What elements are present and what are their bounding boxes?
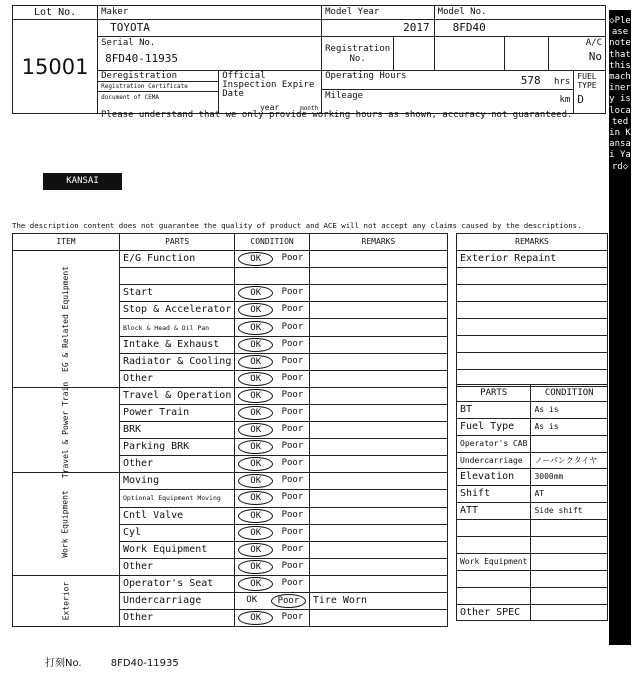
condition-cell [235,507,309,524]
remark-cell [309,575,447,592]
location-badge: KANSAI [43,173,122,190]
condition-cell [235,422,309,439]
remark-cell [309,422,447,439]
part-name: Radiator & Cooling [119,353,234,370]
hours-cell [322,71,574,114]
maker-label: Maker [101,7,129,17]
spec-value: As is [531,418,608,435]
remark-cell [309,353,447,370]
spec-value [531,553,608,570]
ok-option: OK [238,355,273,369]
remark-cell [309,507,447,524]
condition-cell [235,439,309,456]
poor-option: Poor [281,338,304,349]
km-unit: km [559,95,571,105]
part-name: Operator's Seat [119,575,234,592]
ok-option: OK [238,543,273,557]
condition-cell [235,336,309,353]
operating-hours-value: 578 [520,73,541,87]
footer-serial-value: 8FD40-11935 [110,658,179,669]
spec-value [531,604,608,621]
part-name: Optional Equipment Moving [119,490,234,507]
side-banner: ◇Please note that this machinery is located in Kansai Yard◇ [609,10,631,645]
remark-cell [309,473,447,490]
item-group [13,251,120,388]
poor-option: Poor [281,424,304,435]
spec-row [457,418,608,435]
remark-cell [309,610,447,627]
spec-row [457,486,608,503]
part-name: Cntl Valve [119,507,234,524]
condition-cell [235,610,309,627]
part-name: Parking BRK [119,439,234,456]
working-hours-note: Please understand that we only provide working hours as shown, accuracy not guaranteed. [101,110,573,120]
condition-cell [235,575,309,592]
spec-value: AT [531,486,608,503]
poor-option: Poor [281,321,304,332]
condition-cell [235,456,309,473]
year-label: year [259,103,280,112]
spec-part: Operator's CAB [457,435,531,452]
ok-option: OK [238,338,273,352]
poor-option: Poor [281,355,304,366]
part-name: Travel & Operation [119,387,234,404]
spec-part [457,520,531,537]
part-name: Other [119,370,234,387]
item-group [13,381,120,479]
serial-label: Serial No. [101,38,156,48]
spec-row [457,587,608,604]
item-group-label: Exterior [60,581,70,621]
model-no-label: Model No. [437,7,487,17]
document-cema: document of CEMA [101,94,159,101]
spec-row [457,570,608,587]
item-header: ITEM [13,234,120,251]
spec-value: As is [531,401,608,418]
ok-option: OK [238,303,273,317]
item-group [13,575,120,626]
remark-cell [309,524,447,541]
spec-row [457,537,608,554]
ok-option: OK [238,321,273,335]
part-name: Work Equipment [119,541,234,558]
ok-option: OK [238,611,273,625]
spec-part: Fuel Type [457,418,531,435]
part-name: Other [119,456,234,473]
table-row [13,387,448,404]
spec-row [457,401,608,418]
part-name: Other [119,558,234,575]
condition-cell [235,524,309,541]
remark-cell [309,370,447,387]
item-group-label: Work Equipment [60,490,70,558]
condition-cell [235,541,309,558]
ok-option: OK [238,372,273,386]
part-name: Stop & Accelerator [119,302,234,319]
ok-option: OK [238,406,273,420]
poor-option: Poor [281,560,304,571]
spec-value [531,587,608,604]
condition-cell [235,251,309,268]
remark-cell [309,302,447,319]
ok-option: OK [238,423,273,437]
remark-cell [309,336,447,353]
right-remark-line [457,319,608,336]
ok-option: OK [238,252,273,266]
footer-serial-label: 打刻No. [45,658,82,669]
fuel-type-value: D [577,93,584,106]
part-name: Start [119,285,234,302]
remark-cell [309,387,447,404]
ok-option: OK [238,286,273,300]
spec-part: Work Equipment [457,553,531,570]
right-remark-line [457,336,608,353]
spec-row [457,452,608,469]
serial-value: 8FD40-11935 [105,52,178,65]
poor-option: Poor [281,441,304,452]
condition-cell [235,285,309,302]
poor-option: Poor [281,577,304,588]
model-year-value: 2017 [322,20,435,37]
deregistration-cell [98,71,219,114]
condition-cell [235,302,309,319]
ok-option: OK [238,440,273,454]
remark-cell [309,319,447,336]
model-year-cell [322,6,435,20]
right-remark-line [457,353,608,370]
ok-option: OK [238,491,273,505]
condition-cell [235,370,309,387]
remark-cell [309,439,447,456]
poor-option: Poor [281,406,304,417]
spec-value [531,435,608,452]
poor-option: Poor [281,287,304,298]
ok-option: OK [238,389,273,403]
condition-cell [235,404,309,421]
part-name: Other [119,610,234,627]
spec-condition-header: CONDITION [531,385,608,402]
footer-serial [45,654,205,669]
right-remark-line [457,285,608,302]
poor-option: Poor [281,492,304,503]
part-name: Moving [119,473,234,490]
item-group [13,473,120,576]
table-row [13,575,448,592]
month-label: month [300,105,319,112]
ok-option: OK [238,474,273,488]
spec-row [457,553,608,570]
right-remarks-header: REMARKS [457,234,608,251]
poor-option: Poor [281,372,304,383]
condition-header: CONDITION [235,234,309,251]
item-group-label: Travel & Power Train [60,381,70,479]
poor-option: Poor [281,509,304,520]
spec-table [456,384,608,621]
poor-option: Poor [281,612,304,623]
model-no-value: 8FD40 [434,20,605,37]
poor-option: Poor [271,594,306,608]
right-remarks-table [456,233,608,387]
ok-option: OK [238,560,273,574]
remark-cell [309,251,447,268]
poor-option: Poor [281,526,304,537]
spec-part: Other SPEC [457,604,531,621]
ac-value: No [588,50,602,63]
header-table [12,5,606,114]
registration-certificate: Registration Certificate [98,82,218,92]
part-name [119,268,234,285]
disclaimer-text: The description content does not guarantee the quality of product and ACE will not accept any claims caused by the descriptions. [12,221,582,230]
item-group-label: EG & Related Equipment [60,265,70,372]
part-name: Block & Head & Oil Pan [119,319,234,336]
deregistration-label: Deregistration [98,71,218,82]
condition-cell [235,319,309,336]
poor-option: Poor [281,389,304,400]
lot-label: Lot No. [13,6,98,20]
poor-option: Poor [281,475,304,486]
inspection-cell [219,71,322,114]
part-name: Power Train [119,404,234,421]
ok-option: OK [246,595,258,606]
remarks-header: REMARKS [309,234,447,251]
poor-option: Poor [281,543,304,554]
parts-header: PARTS [119,234,234,251]
ac-cell [549,37,606,71]
right-remark-line [457,268,608,285]
part-name: Cyl [119,524,234,541]
ok-option: OK [238,577,273,591]
spec-row [457,520,608,537]
spec-part [457,570,531,587]
spec-part [457,537,531,554]
part-name: Undercarriage [119,592,234,609]
spec-parts-header: PARTS [457,385,531,402]
fuel-type-cell [574,71,606,114]
remark-cell [309,490,447,507]
poor-option: Poor [281,458,304,469]
condition-cell [235,490,309,507]
registration-box-1 [394,37,434,71]
spec-value [531,570,608,587]
spec-value: 3000mm [531,469,608,486]
condition-cell [235,387,309,404]
poor-option: Poor [281,253,304,264]
remark-cell [309,541,447,558]
lot-number: 15001 [13,20,98,114]
poor-option: Poor [281,304,304,315]
spec-row [457,469,608,486]
remark-cell [309,404,447,421]
remark-cell [309,558,447,575]
serial-cell [98,37,322,71]
part-name: BRK [119,422,234,439]
model-year-label: Model Year [325,7,380,17]
remark-cell: Tire Worn [309,592,447,609]
spec-row [457,435,608,452]
maker-cell [98,6,322,20]
maker-value: TOYOTA [98,20,322,37]
table-row [13,251,448,268]
spec-value [531,537,608,554]
remark-cell [309,456,447,473]
fuel-type-label: FUEL TYPE [577,72,597,90]
right-remark-line: Exterior Repaint [457,251,608,268]
spec-value: Side shift [531,503,608,520]
registration-label: Registration No. [322,37,394,71]
spec-part: Elevation [457,469,531,486]
spec-part [457,587,531,604]
registration-box-3 [505,37,549,71]
part-name: E/G Function [119,251,234,268]
condition-cell [235,473,309,490]
condition-cell [235,558,309,575]
hrs-unit: hrs [554,76,571,87]
spec-part: Undercarriage [457,452,531,469]
spec-value: ノーパンクタイヤ [531,452,608,469]
ac-label: A/C [585,38,602,48]
right-remark-line [457,302,608,319]
inspection-label: Official Inspection Expire Date [222,71,315,99]
registration-box-2 [434,37,504,71]
spec-value [531,520,608,537]
ok-option: OK [238,526,273,540]
spec-part: Shift [457,486,531,503]
ok-option: OK [238,457,273,471]
spec-row [457,604,608,621]
remark-cell [309,285,447,302]
condition-cell [235,592,309,609]
model-no-cell [434,6,605,20]
spec-part: ATT [457,503,531,520]
table-row [13,473,448,490]
ok-option: OK [238,509,273,523]
part-name: Intake & Exhaust [119,336,234,353]
condition-cell [235,268,309,285]
spec-part: BT [457,401,531,418]
mileage-label: Mileage [325,91,364,101]
condition-cell [235,353,309,370]
spec-row [457,503,608,520]
inspection-table [12,233,448,627]
operating-hours-label: Operating Hours [325,71,407,81]
remark-cell [309,268,447,285]
